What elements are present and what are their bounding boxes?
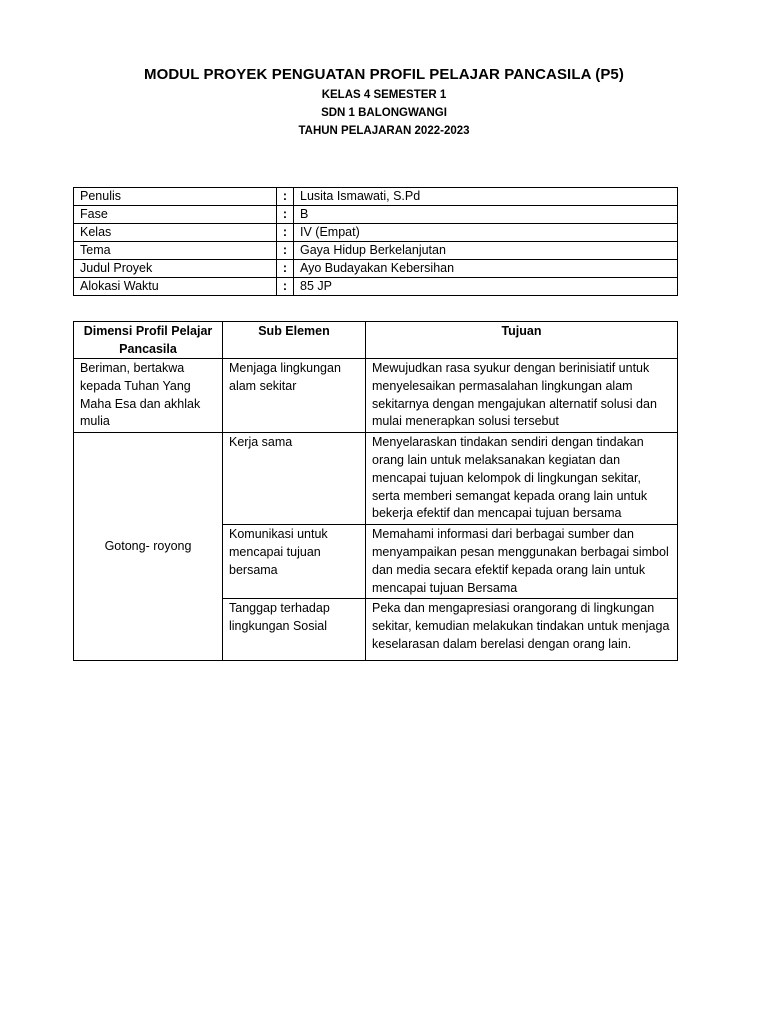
info-label: Kelas bbox=[74, 224, 277, 242]
info-value: Gaya Hidup Berkelanjutan bbox=[294, 242, 678, 260]
class-semester: KELAS 4 SEMESTER 1 bbox=[321, 89, 447, 101]
school-year: TAHUN PELAJARAN 2022-2023 bbox=[298, 125, 470, 137]
info-row-kelas bbox=[74, 224, 678, 242]
dimension-table-header bbox=[74, 322, 678, 359]
info-value: Lusita Ismawati, S.Pd bbox=[294, 188, 678, 206]
table-row bbox=[74, 359, 678, 433]
tujuan-cell: Peka dan mengapresiasi orangorang di lingkungan sekitar, kemudian melakukan tindakan untuk menjaga keselarasan dalam berelasi dengan orang lain. bbox=[366, 599, 678, 660]
info-row-tema bbox=[74, 242, 678, 260]
sub-elemen-cell: Kerja sama bbox=[223, 433, 366, 525]
info-label: Fase bbox=[74, 206, 277, 224]
info-row-alokasi-waktu bbox=[74, 278, 678, 296]
dimensi-cell: Gotong- royong bbox=[74, 433, 223, 661]
document-header bbox=[0, 66, 768, 143]
document-title: MODUL PROYEK PENGUATAN PROFIL PELAJAR PANCASILA (P5) bbox=[144, 66, 624, 83]
info-row-penulis bbox=[74, 188, 678, 206]
school-name: SDN 1 BALONGWANGI bbox=[321, 107, 447, 119]
info-value: Ayo Budayakan Kebersihan bbox=[294, 260, 678, 278]
info-separator: : bbox=[277, 278, 294, 296]
header-dimensi: Dimensi Profil Pelajar Pancasila bbox=[74, 322, 223, 359]
tujuan-cell: Menyelaraskan tindakan sendiri dengan tindakan orang lain untuk melaksanakan kegiatan dan mencapai tujuan kelompok di lingkungan sekitar, serta memberi semangat kepada orang lain untuk bekerja efektif dan mencapai tujuan bersama bbox=[366, 433, 678, 525]
dimensi-cell: Beriman, bertakwa kepada Tuhan Yang Maha Esa dan akhlak mulia bbox=[74, 359, 223, 433]
info-label: Judul Proyek bbox=[74, 260, 277, 278]
header-sub-elemen: Sub Elemen bbox=[223, 322, 366, 359]
info-value: 85 JP bbox=[294, 278, 678, 296]
info-row-judul-proyek bbox=[74, 260, 678, 278]
info-separator: : bbox=[277, 206, 294, 224]
table-row bbox=[74, 433, 678, 525]
header-tujuan: Tujuan bbox=[366, 322, 678, 359]
dimension-table bbox=[73, 321, 678, 661]
info-separator: : bbox=[277, 260, 294, 278]
info-value: IV (Empat) bbox=[294, 224, 678, 242]
info-label: Alokasi Waktu bbox=[74, 278, 277, 296]
tujuan-cell: Memahami informasi dari berbagai sumber dan menyampaikan pesan menggunakan berbagai simbol dan media secara efektif kepada orang lain untuk mencapai tujuan Bersama bbox=[366, 525, 678, 599]
info-separator: : bbox=[277, 242, 294, 260]
info-label: Penulis bbox=[74, 188, 277, 206]
info-label: Tema bbox=[74, 242, 277, 260]
info-table bbox=[73, 187, 678, 296]
info-value: B bbox=[294, 206, 678, 224]
info-row-fase bbox=[74, 206, 678, 224]
tujuan-cell: Mewujudkan rasa syukur dengan berinisiatif untuk menyelesaikan permasalahan lingkungan alam sekitarnya dengan mengajukan alternatif solusi dan mulai menerapkan solusi tersebut bbox=[366, 359, 678, 433]
info-separator: : bbox=[277, 188, 294, 206]
info-separator: : bbox=[277, 224, 294, 242]
sub-elemen-cell: Komunikasi untuk mencapai tujuan bersama bbox=[223, 525, 366, 599]
sub-elemen-cell: Tanggap terhadap lingkungan Sosial bbox=[223, 599, 366, 660]
sub-elemen-cell: Menjaga lingkungan alam sekitar bbox=[223, 359, 366, 433]
